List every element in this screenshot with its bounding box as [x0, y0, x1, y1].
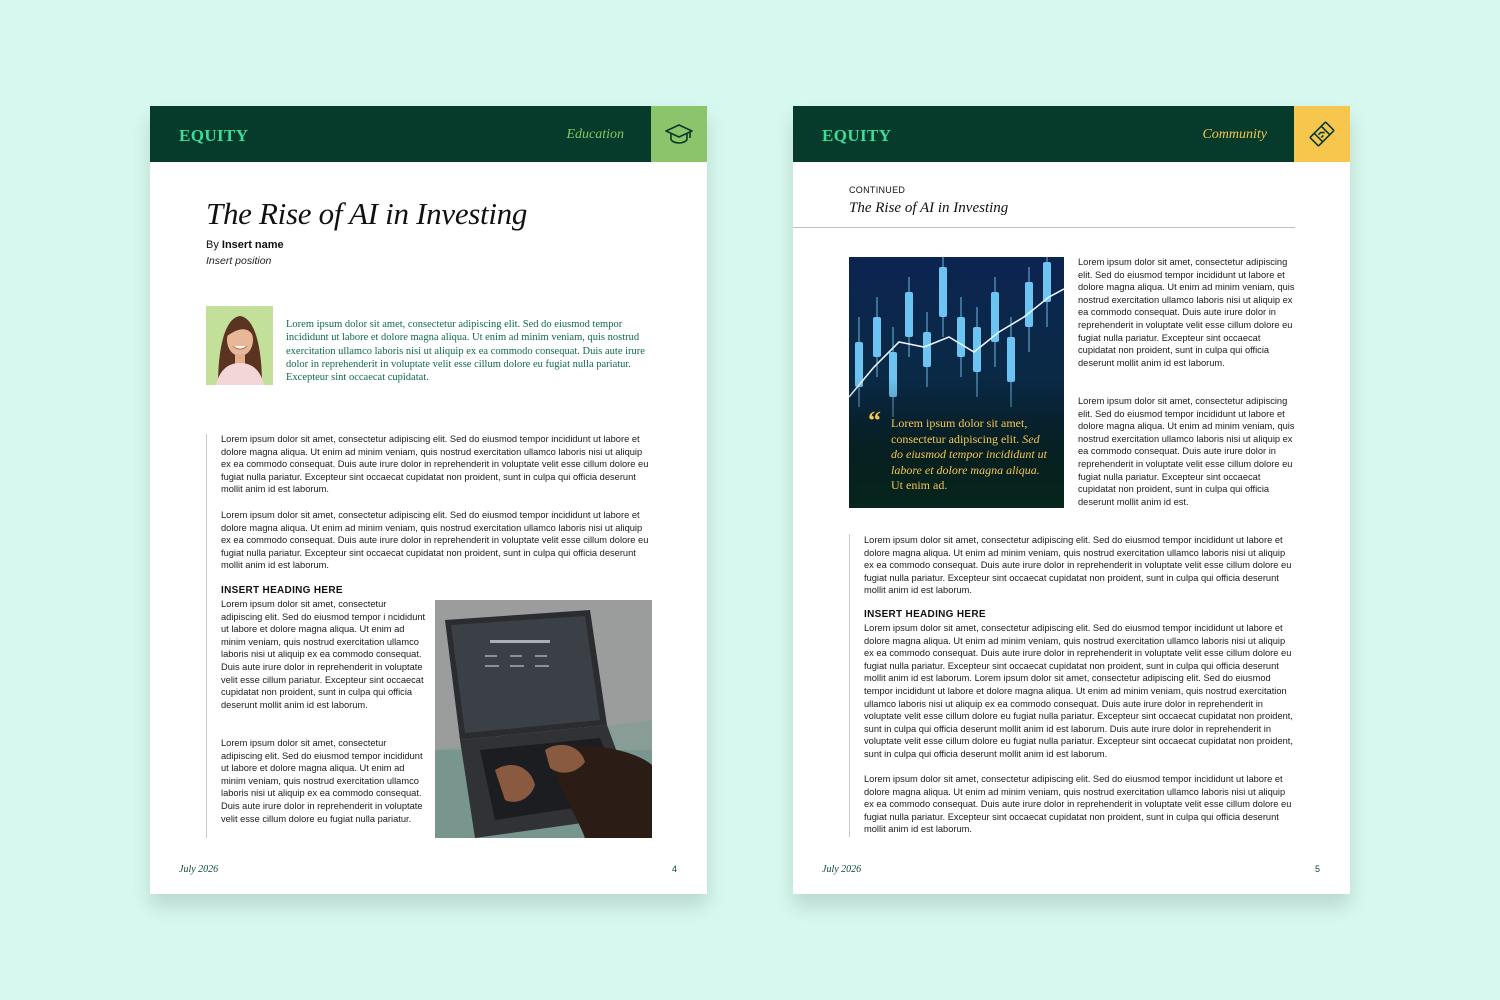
graduation-cap-icon [664, 122, 694, 146]
section-label: Education [566, 127, 624, 142]
author-photo [206, 306, 273, 385]
article-title: The Rise of AI in Investing [206, 196, 528, 231]
body-paragraph-1: Lorem ipsum dolor sit amet, consectetur adipiscing elit. Sed do eiusmod tempor incididunt ut labore et dolore magna aliqua. Ut enim ad minim veniam, quis nostrud exercitation ullamco laboris nisi ut aliquip ex ea commodo consequat. Duis aute irure dolor in reprehenderit in voluptate velit esse cillum dolore eu fugiat nulla pariatur. Excepteur sint occaecat cupidatat non proident, sunt in culpa qui officia deserunt mollit anim id est laborum. [864, 535, 1292, 596]
continued-label: CONTINUED [849, 185, 906, 195]
footer-date: July 2026 [179, 864, 219, 875]
continued-title: The Rise of AI in Investing [849, 200, 1009, 216]
body-paragraph-2: Lorem ipsum dolor sit amet, consectetur adipiscing elit. Sed do eiusmod tempor incididunt ut labore et dolore magna aliqua. Ut enim ad minim veniam, quis nostrud exercitation ullamco laboris nisi ut aliquip ex ea commodo consequat. Duis aute irure dolor in reprehenderit in voluptate velit esse cillum dolore eu fugiat nulla pariatur. Excepteur sint occaecat cupidatat non proident, sunt in culpa qui officia deserunt mollit anim id est laborum. Lorem ipsum dolor sit amet, consectetur adipiscing elit. Sed do eiusmod tempor incididunt ut labore et dolore magna aliqua. Ut enim ad minim veniam, quis nostrud exercitation ullamco laboris nisi ut aliquip ex ea commodo consequat. Duis aute irure dolor in reprehenderit in voluptate velit esse cillum dolore eu fugiat nulla pariatur. Excepteur sint occaecat cupidatat non proident, sunt in culpa qui officia deserunt mollit anim id est laborum. Duis aute irure dolor in reprehenderit in voluptate velit esse cillum dolore eu fugiat nulla pariatur. Excepteur sint occaecat cupidatat non proident, sunt in culpa qui officia deserunt mollit anim id est laborum. [864, 623, 1293, 759]
page-header [793, 106, 1350, 162]
body-paragraph-2: Lorem ipsum dolor sit amet, consectetur adipiscing elit. Sed do eiusmod tempor incididunt ut labore et dolore magna aliqua. Ut enim ad minim veniam, quis nostrud exercitation ullamco laboris nisi ut aliquip ex ea commodo consequat. Duis aute irure dolor in reprehenderit in voluptate velit esse cillum dolore eu fugiat nulla pariatur. Excepteur sint occaecat cupidatat non proident, sunt in culpa qui officia deserunt mollit anim id est laborum. [221, 510, 649, 571]
section-label: Community [1202, 127, 1267, 142]
stock-chart-photo [849, 257, 1064, 508]
author-position: Insert position [206, 255, 272, 267]
byline-prefix: By [206, 239, 219, 251]
footer-date: July 2026 [822, 864, 862, 875]
page-4 [150, 106, 707, 894]
page-number: 5 [1314, 864, 1320, 874]
header-rule [793, 227, 1295, 228]
handshake-icon [1307, 119, 1337, 149]
section-heading: INSERT HEADING HERE [221, 585, 343, 596]
brand-logo: EQUITY [822, 126, 892, 145]
section-heading: INSERT HEADING HERE [864, 609, 986, 620]
quote-mark-icon: “ [868, 406, 881, 435]
page-5 [793, 106, 1350, 894]
brand-logo: EQUITY [179, 126, 249, 145]
page-number: 4 [671, 864, 677, 874]
side-paragraph-2: Lorem ipsum dolor sit amet, consectetur adipiscing elit. Sed do eiusmod tempor incididunt ut labore et dolore magna aliqua. Ut enim ad minim veniam, quis nostrud exercitation ullamco laboris nisi ut aliquip ex ea commodo consequat. Duis aute irure dolor in reprehenderit in voluptate velit esse cillum dolore eu fugiat nulla pariatur. Excepteur sint occaecat cupidatat non proident, sunt in culpa qui officia deserunt mollit anim id est. [1078, 396, 1295, 507]
byline [206, 239, 284, 251]
pull-quote-part-3: Ut enim ad. [891, 478, 948, 492]
column-rule [849, 534, 850, 837]
body-paragraph-3: Lorem ipsum dolor sit amet, consectetur adipiscing elit. Sed do eiusmod tempor i ncididunt ut labore et dolore magna aliqua. Ut enim ad minim veniam, quis nostrud exercitation ullamco laboris nisi ut aliquip ex ea commodo consequat. Duis aute irure dolor in reprehenderit in voluptate velit esse cillum pariatur. Excepteur sint occaecat cupidatat non proident, sunt in culpa qui officia deserunt mollit anim id est laborum. [221, 599, 426, 710]
author-name: Insert name [221, 239, 284, 251]
body-paragraph-1: Lorem ipsum dolor sit amet, consectetur adipiscing elit. Sed do eiusmod tempor incididunt ut labore et dolore magna aliqua. Ut enim ad minim veniam, quis nostrud exercitation ullamco laboris nisi ut aliquip ex ea commodo consequat. Duis aute irure dolor in reprehenderit in voluptate velit esse cillum dolore eu fugiat nulla pariatur. Excepteur sint occaecat cupidatat non proident, sunt in culpa qui officia deserunt mollit anim id est laborum. [221, 434, 649, 495]
laptop-photo [435, 600, 652, 838]
pull-quote [891, 416, 1051, 494]
pull-quote-part-1: Lorem ipsum dolor sit amet, consectetur adipiscing elit. [891, 416, 1028, 446]
section-icon-box [1294, 106, 1350, 162]
pull-quote-part-2: Sed do eiusmod tempor incididunt ut labore et dolore magna aliqua. [891, 431, 1047, 477]
column-rule [206, 434, 207, 838]
section-icon-box [651, 106, 707, 162]
body-paragraph-4: Lorem ipsum dolor sit amet, consectetur adipiscing elit. Sed do eiusmod tempor incididunt ut labore et dolore magna aliqua. Ut enim ad minim veniam, quis nostrud exercitation ullamco laboris nisi ut aliquip ex ea commodo consequat. Duis aute irure dolor in reprehenderit in voluptate velit esse cillum dolore eu fugiat nulla pariatur. [221, 738, 423, 824]
body-paragraph-3: Lorem ipsum dolor sit amet, consectetur adipiscing elit. Sed do eiusmod tempor incididunt ut labore et dolore magna aliqua. Ut enim ad minim veniam, quis nostrud exercitation ullamco laboris nisi ut aliquip ex ea commodo consequat. Duis aute irure dolor in reprehenderit in voluptate velit esse cillum dolore eu fugiat nulla pariatur. Excepteur sint occaecat cupidatat non proident, sunt in culpa qui officia deserunt mollit anim id est laborum. [864, 774, 1292, 835]
side-paragraph-1: Lorem ipsum dolor sit amet, consectetur adipiscing elit. Sed do eiusmod tempor incididunt ut labore et dolore magna aliqua. Ut enim ad minim veniam, quis nostrud exercitation ullamco laboris nisi ut aliquip ex ea commodo consequat. Duis aute irure dolor in reprehenderit in voluptate velit esse cillum dolore eu fugiat nulla pariatur. Excepteur sint occaecat cupidatat non proident, sunt in culpa qui officia deserunt mollit anim id est laborum. [1078, 257, 1295, 368]
page-header [150, 106, 707, 162]
lede-paragraph: Lorem ipsum dolor sit amet, consectetur adipiscing elit. Sed do eiusmod tempor incididunt ut labore et dolore magna aliqua. Ut enim ad minim veniam, quis nostrud exercitation ullamco laboris nisi ut aliquip ex ea commodo consequat. Duis aute irure dolor in reprehenderit in voluptate velit esse cillum dolore eu fugiat nulla pariatur. Excepteur sint occaecat cupidatat. [286, 319, 645, 384]
